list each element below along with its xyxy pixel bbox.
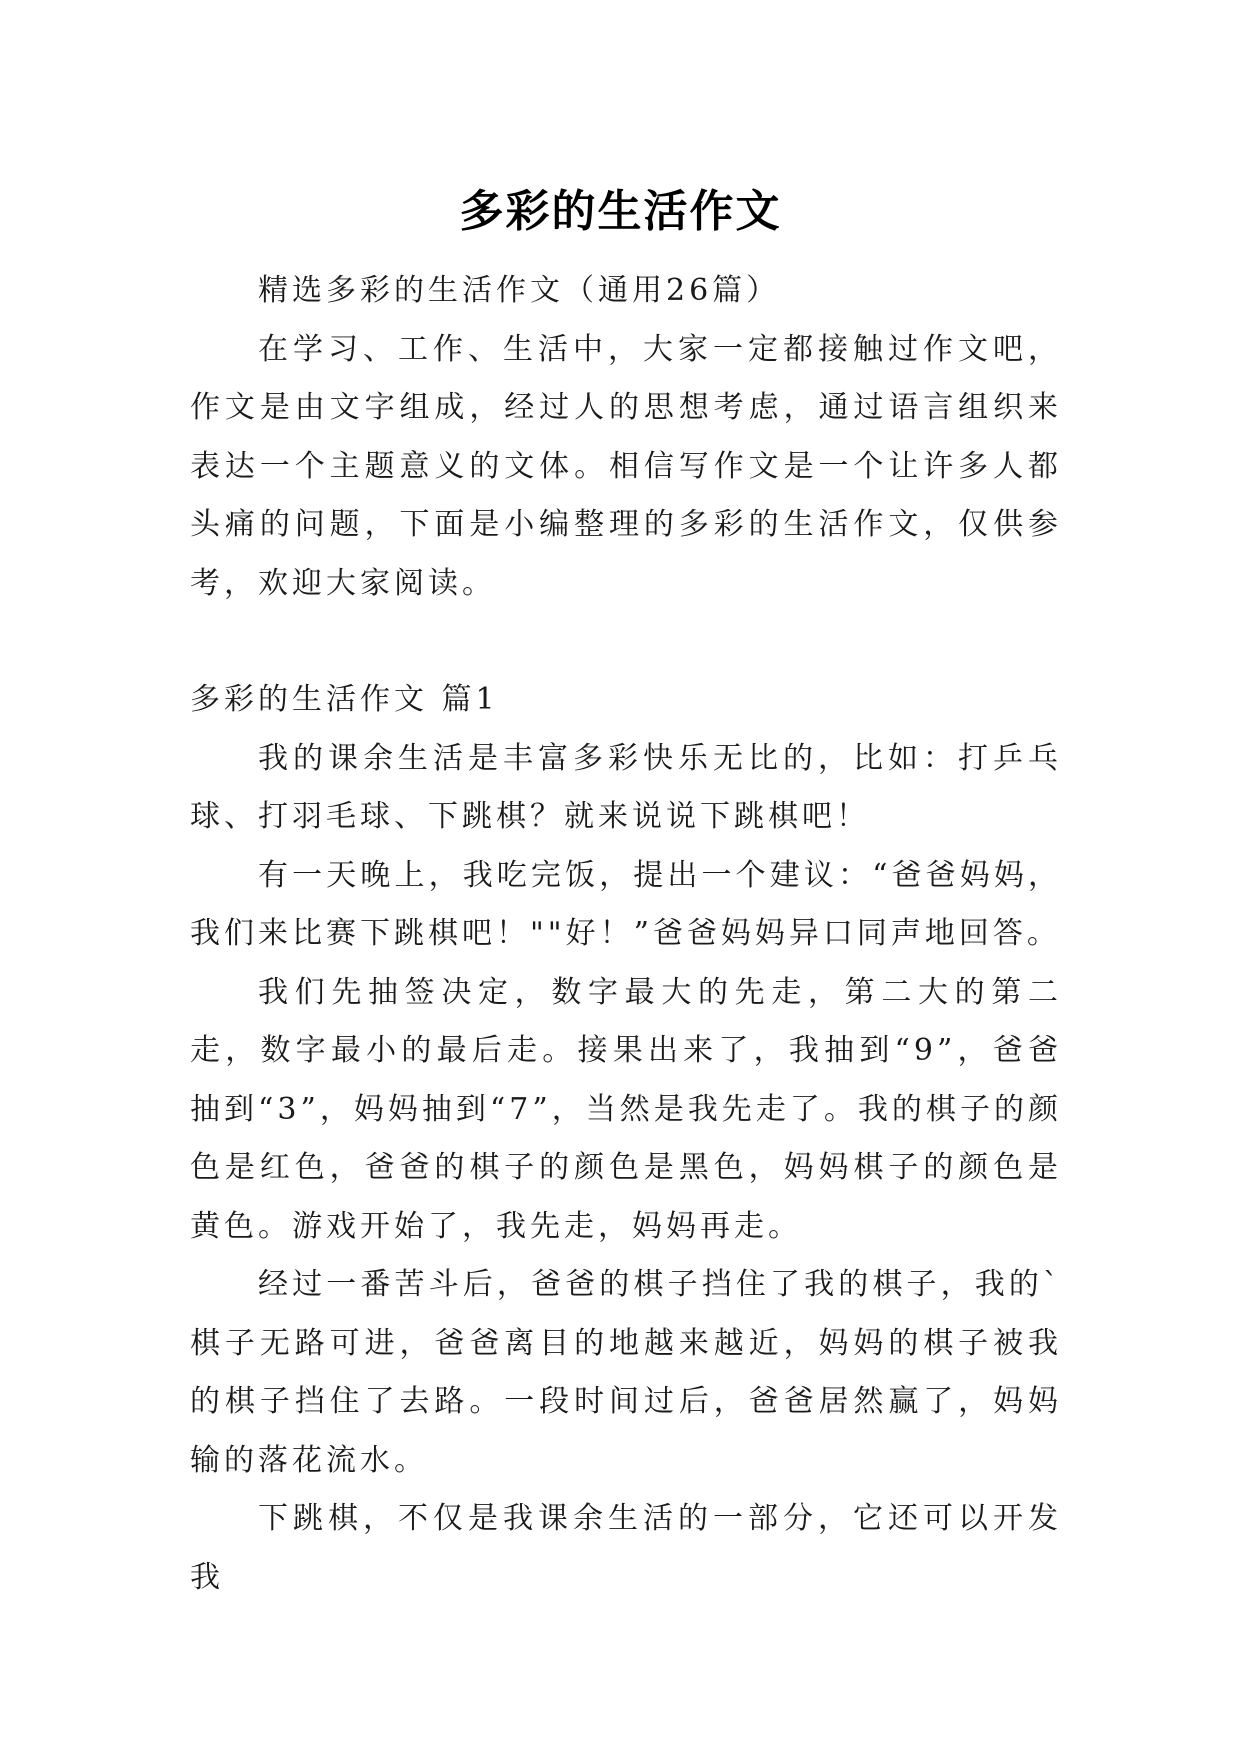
document-title: 多彩的生活作文 [459,186,782,238]
subtitle-line: 精选多彩的生活作文（通用26篇） [258,273,781,308]
body-paragraph: 我的课余生活是丰富多彩快乐无比的，比如：打乒乓球、打羽毛球、下跳棋？就来说说下跳棋吧！ [190,740,1062,834]
document-body [190,262,1062,1607]
body-paragraph: 下跳棋，不仅是我课余生活的一部分，它还可以开发我 [190,1501,1062,1595]
body-paragraph: 我们先抽签决定，数字最大的先走，第二大的第二走，数字最小的最后走。接果出来了，我抽到“9”，爸爸抽到“3”，妈妈抽到“7”，当然是我先走了。我的棋子的颜色是红色，爸爸的棋子的颜色是黑色，妈妈棋子的颜色是黄色。游戏开始了，我先走，妈妈再走。 [190,974,1062,1244]
intro-paragraph: 在学习、工作、生活中，大家一定都接触过作文吧，作文是由文字组成，经过人的思想考虑，通过语言组织来表达一个主题意义的文体。相信写作文是一个让许多人都头痛的问题，下面是小编整理的多彩的生活作文，仅供参考，欢迎大家阅读。 [190,331,1062,601]
section-spacer [190,613,1062,671]
body-paragraph: 经过一番苦斗后，爸爸的棋子挡住了我的棋子，我的`棋子无路可进，爸爸离目的地越来越近，妈妈的棋子被我的棋子挡住了去路。一段时间过后，爸爸居然赢了，妈妈输的落花流水。 [190,1267,1062,1478]
section-heading: 多彩的生活作文 篇1 [190,682,499,717]
body-paragraph: 有一天晚上，我吃完饭，提出一个建议：“爸爸妈妈，我们来比赛下跳棋吧！""好！”爸爸妈妈异口同声地回答。 [190,857,1062,951]
